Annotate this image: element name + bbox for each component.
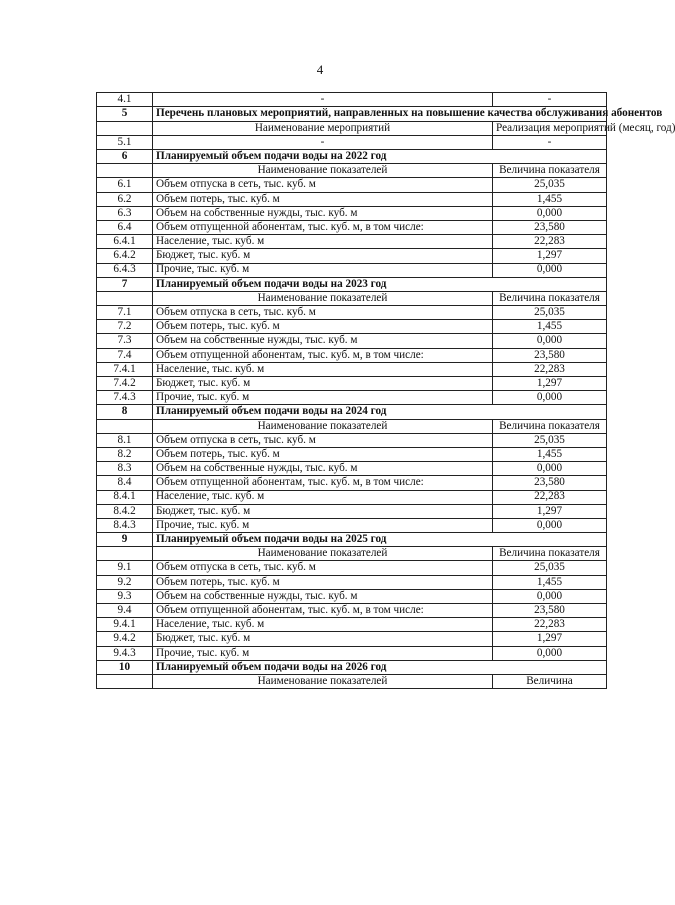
header-value: Реализация мероприятий (месяц, год)	[493, 121, 607, 135]
header-value: Величина показателя	[493, 291, 607, 305]
row-name: Население, тыс. куб. м	[153, 362, 493, 376]
table-row	[97, 206, 607, 220]
section-title: Планируемый объем подачи воды на 2022 год	[153, 150, 607, 164]
row-value: 1,455	[493, 320, 607, 334]
row-number: 6.1	[97, 178, 153, 192]
column-header-row	[97, 164, 607, 178]
row-name: Объем на собственные нужды, тыс. куб. м	[153, 589, 493, 603]
header-name: Наименование показателей	[153, 674, 493, 688]
table-row	[97, 93, 607, 107]
row-number: 8.3	[97, 462, 153, 476]
table-row	[97, 220, 607, 234]
row-number: 6.4.1	[97, 235, 153, 249]
row-value: 22,283	[493, 235, 607, 249]
row-name: Объем на собственные нужды, тыс. куб. м	[153, 334, 493, 348]
table-row	[97, 334, 607, 348]
table-row	[97, 518, 607, 532]
header-name: Наименование показателей	[153, 547, 493, 561]
row-number: 8.4.3	[97, 518, 153, 532]
row-number: 6.4.3	[97, 263, 153, 277]
table-row	[97, 263, 607, 277]
row-value: 25,035	[493, 433, 607, 447]
table-row	[97, 476, 607, 490]
row-name: -	[153, 93, 493, 107]
header-empty-cell	[97, 547, 153, 561]
table-row	[97, 377, 607, 391]
row-value: 0,000	[493, 646, 607, 660]
table-row	[97, 490, 607, 504]
table-row	[97, 646, 607, 660]
row-number: 7.4.1	[97, 362, 153, 376]
row-number: 5.1	[97, 135, 153, 149]
table-row	[97, 306, 607, 320]
header-empty-cell	[97, 674, 153, 688]
header-empty-cell	[97, 419, 153, 433]
row-name: Объем отпущенной абонентам, тыс. куб. м, в том числе:	[153, 604, 493, 618]
row-value: 0,000	[493, 334, 607, 348]
row-number: 9.4.1	[97, 618, 153, 632]
section-row	[97, 660, 607, 674]
row-name: Прочие, тыс. куб. м	[153, 646, 493, 660]
section-row	[97, 533, 607, 547]
row-number: 7.3	[97, 334, 153, 348]
row-value: 23,580	[493, 220, 607, 234]
row-name: Население, тыс. куб. м	[153, 618, 493, 632]
row-number: 8.1	[97, 433, 153, 447]
table-row	[97, 632, 607, 646]
table-row	[97, 135, 607, 149]
row-name: Объем отпущенной абонентам, тыс. куб. м, в том числе:	[153, 220, 493, 234]
table-row	[97, 575, 607, 589]
row-number: 6.3	[97, 206, 153, 220]
table-row	[97, 504, 607, 518]
section-row	[97, 405, 607, 419]
row-name: Объем потерь, тыс. куб. м	[153, 447, 493, 461]
row-value: 23,580	[493, 476, 607, 490]
row-value: 1,455	[493, 447, 607, 461]
header-value: Величина показателя	[493, 419, 607, 433]
section-row	[97, 150, 607, 164]
column-header-row	[97, 547, 607, 561]
section-title: Планируемый объем подачи воды на 2025 год	[153, 533, 607, 547]
row-name: Бюджет, тыс. куб. м	[153, 377, 493, 391]
header-value: Величина	[493, 674, 607, 688]
row-value: 1,297	[493, 504, 607, 518]
row-number: 7.1	[97, 306, 153, 320]
header-name: Наименование показателей	[153, 291, 493, 305]
table-row	[97, 433, 607, 447]
row-number: 6.4.2	[97, 249, 153, 263]
row-value: 0,000	[493, 462, 607, 476]
row-name: Объем отпуска в сеть, тыс. куб. м	[153, 178, 493, 192]
row-number: 9.3	[97, 589, 153, 603]
page-number: 4	[316, 62, 324, 77]
section-title: Планируемый объем подачи воды на 2023 год	[153, 277, 607, 291]
row-value: 0,000	[493, 518, 607, 532]
row-name: Прочие, тыс. куб. м	[153, 518, 493, 532]
row-number: 7.4.3	[97, 391, 153, 405]
row-number: 9.4.3	[97, 646, 153, 660]
row-value: 0,000	[493, 589, 607, 603]
row-name: Объем отпуска в сеть, тыс. куб. м	[153, 433, 493, 447]
section-number: 7	[97, 277, 153, 291]
row-value: 22,283	[493, 362, 607, 376]
row-number: 7.4	[97, 348, 153, 362]
table-row	[97, 604, 607, 618]
row-number: 8.4.1	[97, 490, 153, 504]
row-value: 25,035	[493, 561, 607, 575]
row-value: 0,000	[493, 263, 607, 277]
section-title: Планируемый объем подачи воды на 2026 год	[153, 660, 607, 674]
row-value: 1,297	[493, 632, 607, 646]
row-name: Бюджет, тыс. куб. м	[153, 249, 493, 263]
row-name: Население, тыс. куб. м	[153, 490, 493, 504]
header-empty-cell	[97, 121, 153, 135]
header-name: Наименование показателей	[153, 164, 493, 178]
row-value: -	[493, 93, 607, 107]
row-number: 9.4.2	[97, 632, 153, 646]
table-row	[97, 235, 607, 249]
section-title: Планируемый объем подачи воды на 2024 год	[153, 405, 607, 419]
row-number: 9.4	[97, 604, 153, 618]
row-value: 1,455	[493, 575, 607, 589]
row-number: 8.4.2	[97, 504, 153, 518]
row-value: 1,455	[493, 192, 607, 206]
section-number: 6	[97, 150, 153, 164]
row-name: Объем на собственные нужды, тыс. куб. м	[153, 462, 493, 476]
row-value: 0,000	[493, 206, 607, 220]
row-name: Объем потерь, тыс. куб. м	[153, 192, 493, 206]
row-value: 0,000	[493, 391, 607, 405]
row-name: Бюджет, тыс. куб. м	[153, 504, 493, 518]
table-row	[97, 249, 607, 263]
row-name: Население, тыс. куб. м	[153, 235, 493, 249]
table-row	[97, 447, 607, 461]
row-value: 25,035	[493, 178, 607, 192]
table-row	[97, 391, 607, 405]
row-name: Объем потерь, тыс. куб. м	[153, 320, 493, 334]
row-number: 9.2	[97, 575, 153, 589]
row-number: 8.2	[97, 447, 153, 461]
row-name: Бюджет, тыс. куб. м	[153, 632, 493, 646]
section-row	[97, 107, 607, 121]
header-value: Величина показателя	[493, 547, 607, 561]
header-empty-cell	[97, 164, 153, 178]
row-number: 6.4	[97, 220, 153, 234]
row-number: 7.4.2	[97, 377, 153, 391]
table-row	[97, 320, 607, 334]
table-row	[97, 192, 607, 206]
water-supply-table	[96, 92, 675, 689]
row-number: 4.1	[97, 93, 153, 107]
row-name: -	[153, 135, 493, 149]
header-value: Величина показателя	[493, 164, 607, 178]
column-header-row	[97, 291, 607, 305]
row-number: 9.1	[97, 561, 153, 575]
table-row	[97, 348, 607, 362]
row-value: -	[493, 135, 607, 149]
row-number: 6.2	[97, 192, 153, 206]
row-value: 1,297	[493, 249, 607, 263]
header-name: Наименование мероприятий	[153, 121, 493, 135]
row-name: Прочие, тыс. куб. м	[153, 263, 493, 277]
row-number: 8.4	[97, 476, 153, 490]
table-row	[97, 589, 607, 603]
row-name: Прочие, тыс. куб. м	[153, 391, 493, 405]
header-empty-cell	[97, 291, 153, 305]
section-number: 10	[97, 660, 153, 674]
column-header-row	[97, 419, 607, 433]
table-row	[97, 178, 607, 192]
table-row	[97, 462, 607, 476]
table-body	[97, 92, 675, 689]
table-row	[97, 362, 607, 376]
row-name: Объем отпущенной абонентам, тыс. куб. м, в том числе:	[153, 348, 493, 362]
row-name: Объем на собственные нужды, тыс. куб. м	[153, 206, 493, 220]
row-name: Объем отпущенной абонентам, тыс. куб. м, в том числе:	[153, 476, 493, 490]
row-value: 22,283	[493, 618, 607, 632]
row-name: Объем потерь, тыс. куб. м	[153, 575, 493, 589]
column-header-row	[97, 121, 607, 135]
section-number: 8	[97, 405, 153, 419]
row-value: 23,580	[493, 604, 607, 618]
row-value: 23,580	[493, 348, 607, 362]
row-number: 7.2	[97, 320, 153, 334]
section-row	[97, 277, 607, 291]
column-header-row	[97, 674, 607, 688]
section-title: Перечень плановых мероприятий, направленных на повышение качества обслуживания абонентов	[153, 107, 607, 121]
header-name: Наименование показателей	[153, 419, 493, 433]
table-row	[97, 618, 607, 632]
table-row	[97, 561, 607, 575]
row-name: Объем отпуска в сеть, тыс. куб. м	[153, 306, 493, 320]
section-number: 9	[97, 533, 153, 547]
section-number: 5	[97, 107, 153, 121]
row-value: 1,297	[493, 377, 607, 391]
row-value: 22,283	[493, 490, 607, 504]
row-value: 25,035	[493, 306, 607, 320]
row-name: Объем отпуска в сеть, тыс. куб. м	[153, 561, 493, 575]
